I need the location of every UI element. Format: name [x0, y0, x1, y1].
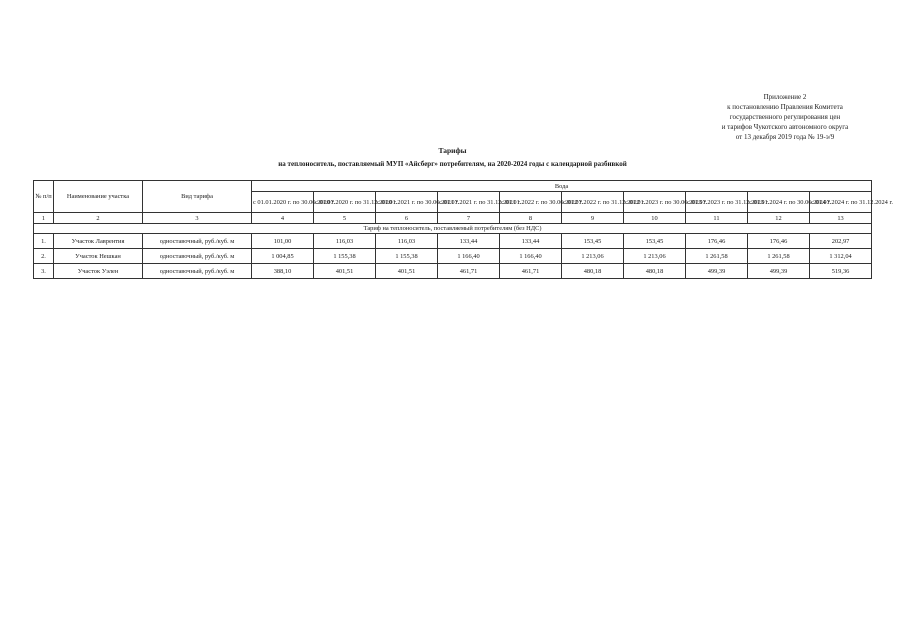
row-value: 1 155,38: [314, 249, 376, 264]
row-type: одноставочный, руб./куб. м: [143, 264, 252, 279]
header-period: с 01.07.2020 г. по 31.12.2020 г.: [314, 192, 376, 213]
header-period: с 01.01.2020 г. по 30.06.2020 г.: [252, 192, 314, 213]
appendix-line: от 13 декабря 2019 года № 19-э/9: [735, 133, 835, 141]
header-period: с 01.07.2024 г. по 31.12.2024 г.: [810, 192, 872, 213]
section-row: [34, 224, 872, 234]
row-value: 153,45: [624, 234, 686, 249]
row-value: 1 213,06: [624, 249, 686, 264]
row-value: 401,51: [314, 264, 376, 279]
row-value: 153,45: [562, 234, 624, 249]
row-name: Участок Уэлен: [54, 264, 143, 279]
table-row: [34, 249, 872, 264]
section-label: Тариф на теплоноситель, поставляемый потребителям (без НДС): [34, 224, 872, 234]
column-number: 11: [686, 213, 748, 224]
header-period: с 01.01.2024 г. по 30.06.2024 г.: [748, 192, 810, 213]
row-value: 480,18: [624, 264, 686, 279]
table-row: [34, 264, 872, 279]
appendix-block: [660, 92, 910, 142]
header-type: Вид тарифа: [143, 181, 252, 213]
header-period: с 01.07.2022 г. по 31.12.2022 г.: [562, 192, 624, 213]
column-number: 5: [314, 213, 376, 224]
appendix-line: к постановлению Правления Комитета: [727, 103, 843, 111]
row-name: Участок Лаврентия: [54, 234, 143, 249]
header-period: с 01.01.2021 г. по 30.06.2021 г.: [376, 192, 438, 213]
row-value: 499,39: [748, 264, 810, 279]
column-number: 13: [810, 213, 872, 224]
header-period: с 01.07.2023 г. по 31.12.2023 г.: [686, 192, 748, 213]
row-type: одноставочный, руб./куб. м: [143, 234, 252, 249]
row-type: одноставочный, руб./куб. м: [143, 249, 252, 264]
appendix-line: Приложение 2: [763, 93, 807, 101]
row-value: 116,03: [314, 234, 376, 249]
row-name: Участок Нешкан: [54, 249, 143, 264]
row-value: 499,39: [686, 264, 748, 279]
row-value: 101,00: [252, 234, 314, 249]
header-name: Наименование участка: [54, 181, 143, 213]
row-value: 519,36: [810, 264, 872, 279]
row-value: 461,71: [500, 264, 562, 279]
column-number: 10: [624, 213, 686, 224]
column-number: 8: [500, 213, 562, 224]
tariff-table: [33, 180, 893, 279]
appendix-line: и тарифов Чукотского автономного округа: [721, 123, 849, 131]
row-value: 133,44: [500, 234, 562, 249]
row-value: 116,03: [376, 234, 438, 249]
column-number: 2: [54, 213, 143, 224]
row-index: 3.: [34, 264, 54, 279]
row-value: 176,46: [686, 234, 748, 249]
column-number-row: [34, 213, 872, 224]
appendix-line: государственного регулирования цен: [729, 113, 841, 121]
header-period: с 01.07.2021 г. по 31.12.2021 г.: [438, 192, 500, 213]
column-number: 9: [562, 213, 624, 224]
row-value: 1 261,58: [748, 249, 810, 264]
row-value: 133,44: [438, 234, 500, 249]
row-value: 1 004,85: [252, 249, 314, 264]
header-period: с 01.01.2022 г. по 30.06.2022 г.: [500, 192, 562, 213]
column-number: 7: [438, 213, 500, 224]
row-value: 176,46: [748, 234, 810, 249]
column-number: 1: [34, 213, 54, 224]
row-value: 1 155,38: [376, 249, 438, 264]
document-title: Тарифы: [438, 146, 467, 155]
row-value: 461,71: [438, 264, 500, 279]
header-period: с 01.01.2023 г. по 30.06.2023 г.: [624, 192, 686, 213]
header-water: Вода: [252, 181, 872, 192]
header-num: № п/п: [34, 181, 54, 213]
document-subtitle: на теплоноситель, поставляемый МУП «Айсберг» потребителям, на 2020-2024 годы с календарной разбивкой: [278, 160, 627, 168]
row-value: 1 312,04: [810, 249, 872, 264]
row-value: 1 261,58: [686, 249, 748, 264]
column-number: 12: [748, 213, 810, 224]
column-number: 6: [376, 213, 438, 224]
column-number: 3: [143, 213, 252, 224]
row-index: 2.: [34, 249, 54, 264]
row-index: 1.: [34, 234, 54, 249]
row-value: 480,18: [562, 264, 624, 279]
row-value: 401,51: [376, 264, 438, 279]
column-number: 4: [252, 213, 314, 224]
table-row: [34, 234, 872, 249]
row-value: 1 213,06: [562, 249, 624, 264]
header-row-group: [34, 181, 872, 192]
row-value: 1 166,40: [438, 249, 500, 264]
row-value: 388,10: [252, 264, 314, 279]
row-value: 1 166,40: [500, 249, 562, 264]
row-value: 202,97: [810, 234, 872, 249]
